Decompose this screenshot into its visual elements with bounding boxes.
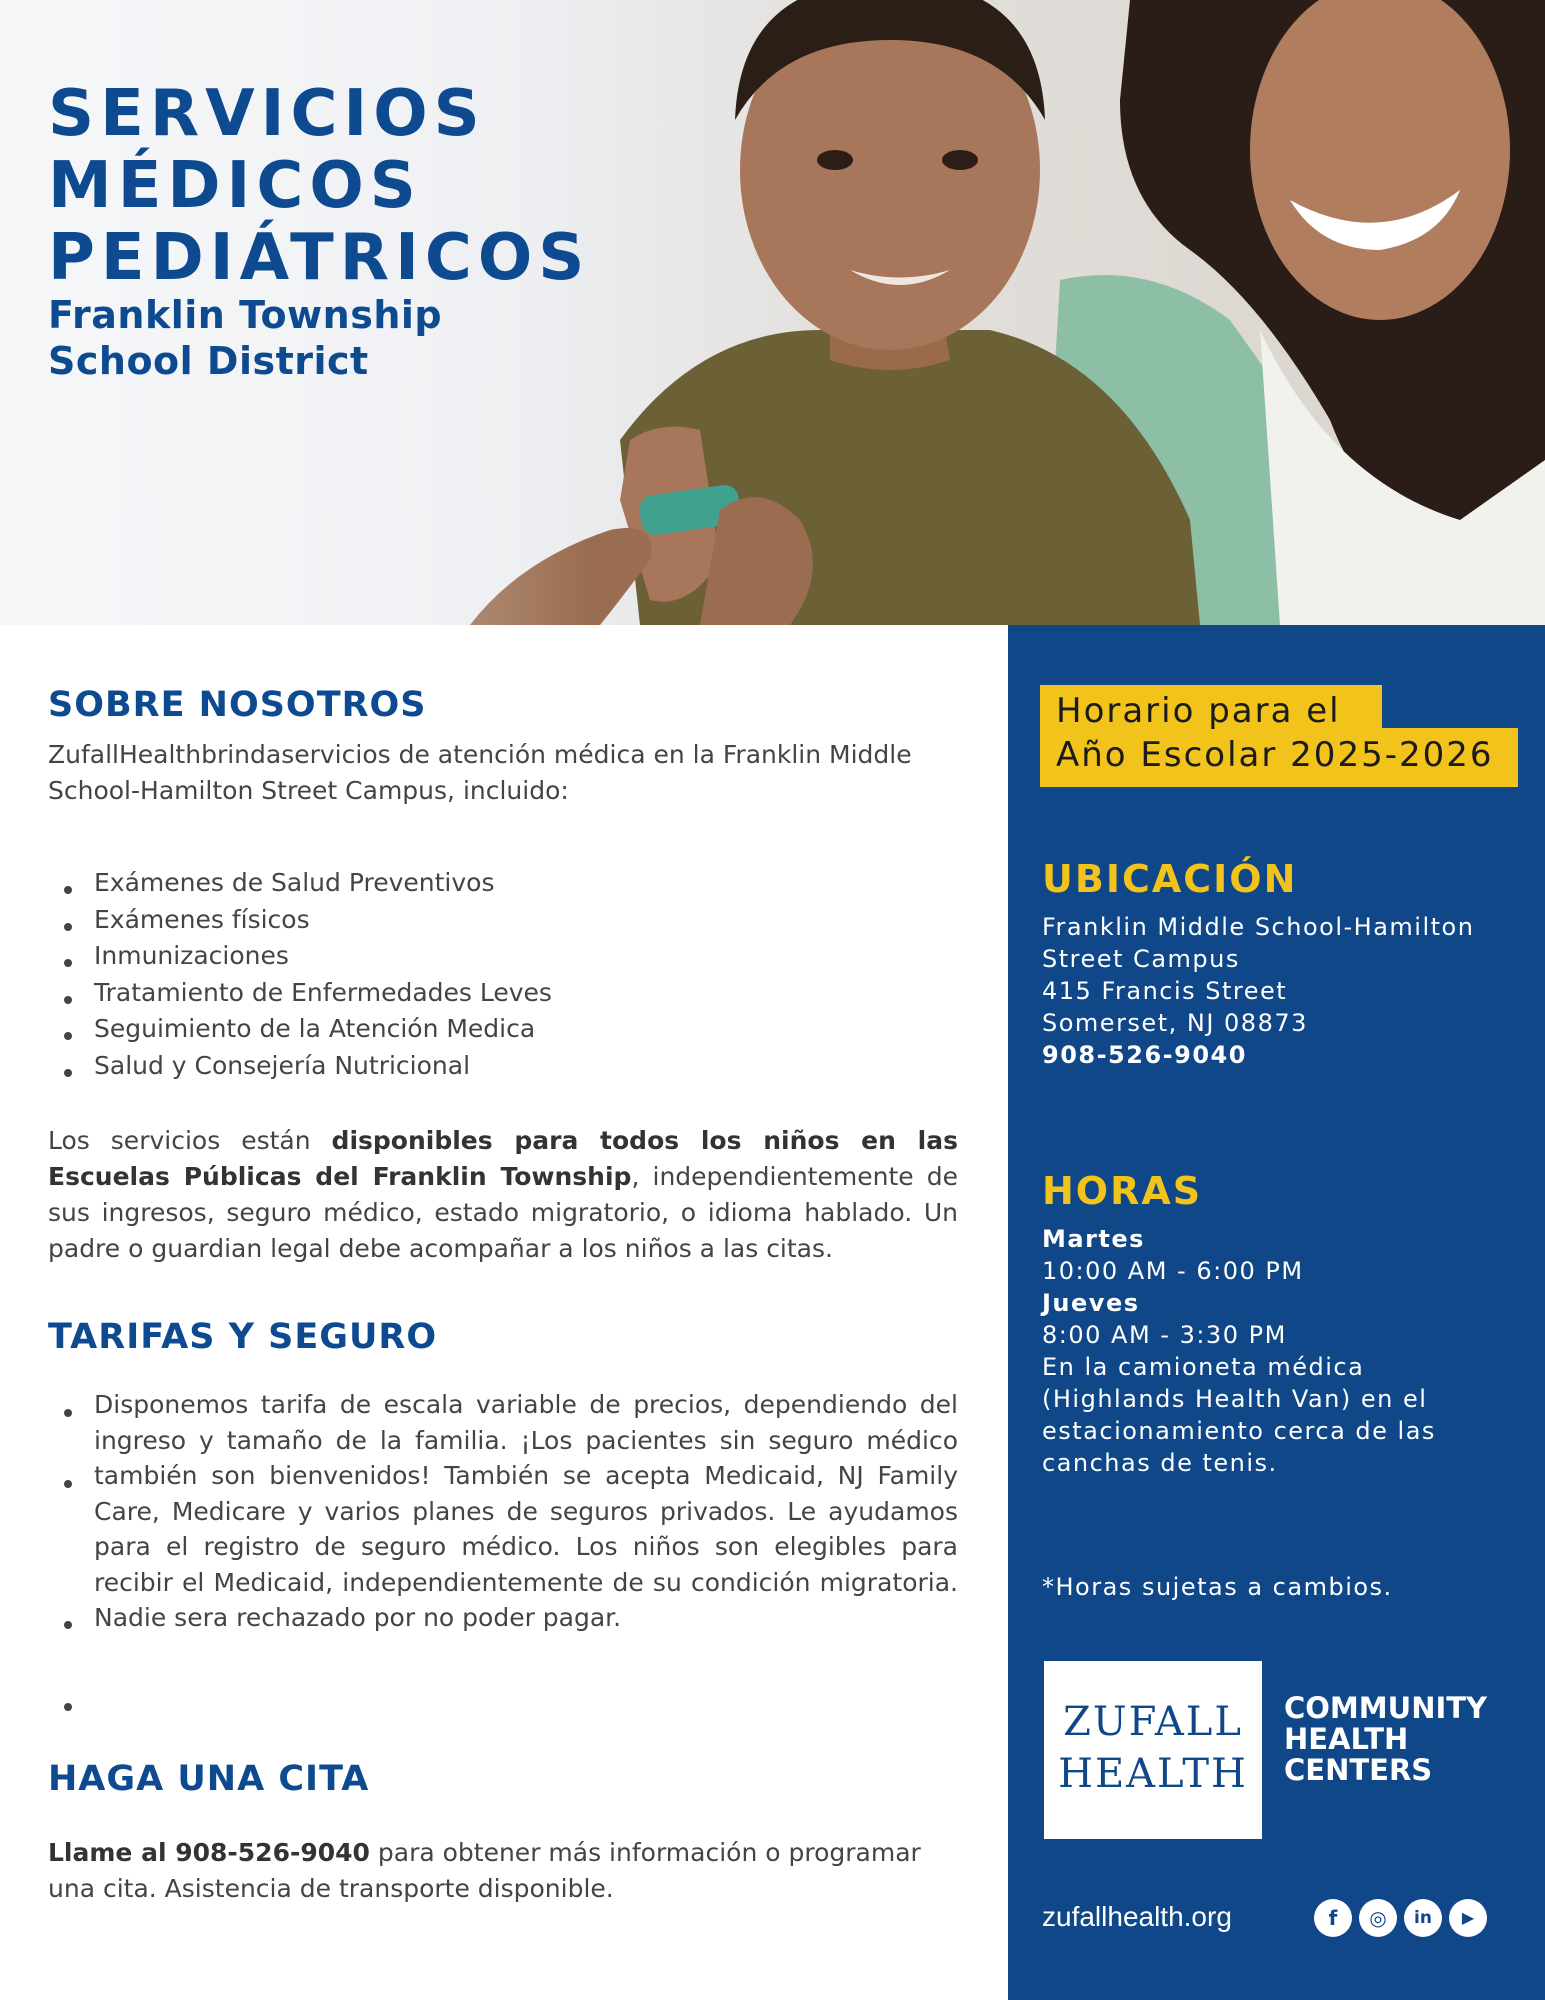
about-intro-line: School-Hamilton Street Campus, incluido: [48, 776, 569, 805]
schedule-line: Horario para el [1056, 691, 1341, 731]
schedule-line: Año Escolar 2025-2026 [1056, 735, 1494, 775]
availability-bold: disponibles para todos los niños en las Escuelas Públicas del Franklin Township [48, 1126, 958, 1191]
list-item: Tratamiento de Enfermedades Leves [48, 975, 552, 1012]
fees-text: Disponemos tarifa de escala variable de precios, dependiendo del ingreso y tamaño de la familia. ¡Los pacientes sin seguro médico también son bienvenidos! También se acepta Medicaid, NJ Family Care, Medicare y varios planes de seguros privados. Le ayudamos para el registro de seguro médico. Los niños son elegibles para recibir el Medicaid, independientemente de su condición migratoria. Nadie sera rechazado por no poder pagar. [94, 1390, 958, 1632]
hero-subtitle-line: Franklin Township [48, 293, 443, 337]
address-line: Street Campus [1042, 945, 1240, 973]
bullet-dot [64, 1621, 72, 1629]
hours-heading: HORAS [1042, 1169, 1203, 1213]
van-line: En la camioneta médica [1042, 1353, 1365, 1381]
services-list [48, 865, 552, 1084]
van-line: estacionamiento cerca de las [1042, 1417, 1436, 1445]
appointment-phone: Llame al 908-526-9040 [48, 1838, 370, 1867]
about-intro-line: ZufallHealthbrindaservicios de atención médica en la Franklin Middle [48, 740, 912, 769]
day-label: Martes [1042, 1225, 1145, 1253]
zufall-logo [1044, 1661, 1262, 1839]
day-label: Jueves [1042, 1289, 1140, 1317]
logo-word: HEALTH [1058, 1751, 1248, 1797]
day-hours: 8:00 AM - 3:30 PM [1042, 1321, 1287, 1349]
logo-word: ZUFALL [1063, 1699, 1243, 1745]
location-heading: UBICACIÓN [1042, 857, 1298, 901]
linkedin-icon[interactable]: in [1404, 1899, 1442, 1937]
hours-note: *Horas sujetas a cambios. [1042, 1573, 1393, 1601]
address-line: Franklin Middle School-Hamilton [1042, 913, 1475, 941]
list-item: Salud y Consejería Nutricional [48, 1048, 552, 1085]
fees-heading: TARIFAS Y SEGURO [48, 1317, 438, 1357]
appointment-line: una cita. Asistencia de transporte disponible. [48, 1874, 614, 1903]
appointment-line-rest: para obtener más información o programar [369, 1838, 921, 1867]
hero-subtitle-line: School District [48, 339, 369, 383]
appointment-text [48, 1835, 958, 1907]
availability-post: , independientemente de sus ingresos, seguro médico, estado migratorio, o idioma hablado. Un padre o guardian legal debe acompañar a los niños a las citas. [48, 1162, 958, 1263]
van-line: canchas de tenis. [1042, 1449, 1278, 1477]
chc-line: COMMUNITY [1284, 1691, 1488, 1725]
availability-text [48, 1123, 958, 1267]
list-item: Inmunizaciones [48, 938, 552, 975]
community-health-centers [1284, 1693, 1487, 1786]
chc-line: HEALTH [1284, 1722, 1409, 1756]
phone-link[interactable]: 908-526-9040 [1042, 1041, 1247, 1069]
hero-title-line: PEDIÁTRICOS [48, 221, 591, 295]
bullet-dot [64, 1480, 72, 1488]
instagram-icon[interactable]: ◎ [1359, 1899, 1397, 1937]
location-address [1042, 911, 1512, 1071]
hero-title-line: SERVICIOS [48, 77, 486, 151]
fees-list [48, 1387, 958, 1647]
appointment-line [48, 1835, 958, 1871]
chc-line: CENTERS [1284, 1753, 1433, 1787]
hours-row [1042, 1287, 1512, 1351]
youtube-icon[interactable]: ▶ [1449, 1899, 1487, 1937]
hero-title [48, 78, 590, 294]
about-heading: SOBRE NOSOTROS [48, 685, 427, 725]
appointment-heading: HAGA UNA CITA [48, 1759, 370, 1799]
hero-title-line: MÉDICOS [48, 149, 422, 223]
bullet-dot [64, 1703, 72, 1711]
availability-pre: Los servicios están [48, 1126, 332, 1155]
address-line: Somerset, NJ 08873 [1042, 1009, 1308, 1037]
list-item: Exámenes de Salud Preventivos [48, 865, 552, 902]
hero-subtitle [48, 292, 442, 384]
list-item: Exámenes físicos [48, 902, 552, 939]
van-line: (Highlands Health Van) en el [1042, 1385, 1428, 1413]
day-hours: 10:00 AM - 6:00 PM [1042, 1257, 1304, 1285]
hero-banner [0, 0, 1545, 625]
about-intro [48, 737, 958, 809]
address-line: 415 Francis Street [1042, 977, 1288, 1005]
hours-info [1042, 1223, 1512, 1479]
bullet-dot [64, 1409, 72, 1417]
facebook-icon[interactable]: f [1314, 1899, 1352, 1937]
list-item: Seguimiento de la Atención Medica [48, 1011, 552, 1048]
hours-row [1042, 1223, 1512, 1287]
schedule-badge [1040, 685, 1500, 787]
website-link[interactable]: zufallhealth.org [1042, 1901, 1232, 1932]
info-panel [1008, 625, 1545, 2000]
